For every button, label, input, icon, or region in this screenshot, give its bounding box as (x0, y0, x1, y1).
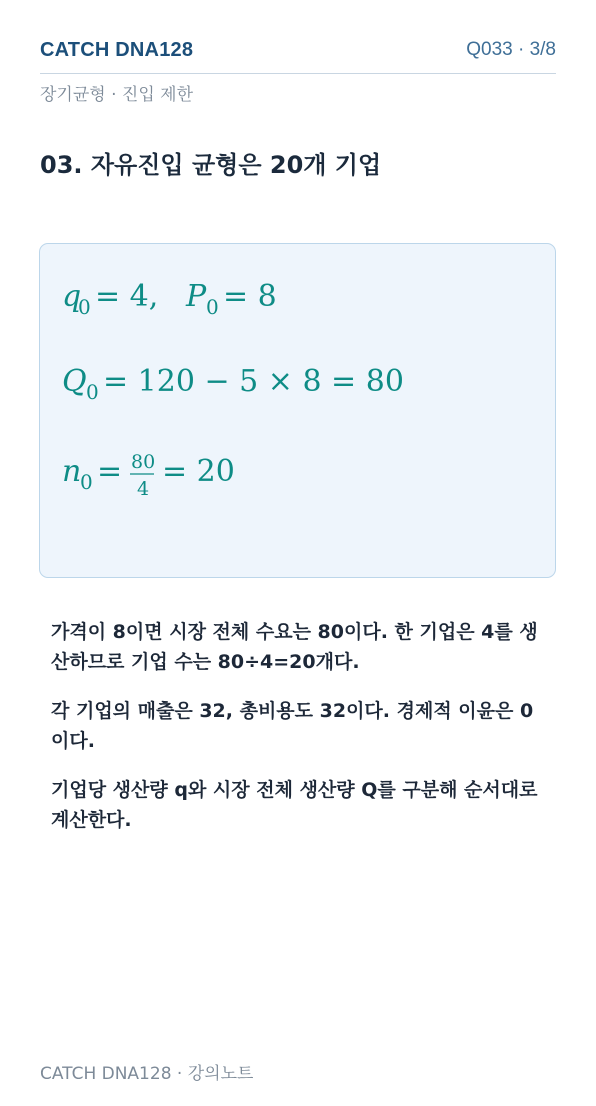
svg-text:n: n (62, 454, 82, 489)
page-title: 03. 자유진입 균형은 20개 기업 (40, 151, 382, 179)
svg-text:Q: Q (62, 364, 87, 399)
question-counter: Q033 · 3/8 (466, 39, 556, 60)
svg-text:0: 0 (86, 380, 99, 404)
header (40, 36, 556, 74)
brand-title: CATCH DNA128 (40, 39, 194, 61)
topic-subtitle: 장기균형 · 진입 제한 (40, 85, 193, 105)
svg-text:0: 0 (206, 295, 219, 319)
formula-line-3 (62, 451, 235, 500)
svg-text:= 4,: = 4, (95, 279, 159, 314)
svg-text:0: 0 (80, 470, 93, 494)
svg-text:0: 0 (78, 295, 91, 319)
formula-box (39, 243, 556, 578)
svg-text:4: 4 (137, 478, 150, 500)
footer: CATCH DNA128 · 강의노트 (40, 1064, 254, 1084)
svg-text:= 120 − 5 × 8 = 80: = 120 − 5 × 8 = 80 (103, 364, 404, 399)
svg-text:q: q (62, 279, 82, 314)
paragraph-demand: 가격이 8이면 시장 전체 수요는 80이다. 한 기업은 4를 생산하므로 기업 수는 80÷4=20개다. (51, 621, 538, 673)
paragraph-profit: 각 기업의 매출은 32, 총비용도 32이다. 경제적 이윤은 0이다. (51, 700, 534, 752)
formula-line-2 (62, 364, 404, 404)
svg-text:= 8: = 8 (223, 279, 277, 314)
paragraph-tip: 기업당 생산량 q와 시장 전체 생산량 Q를 구분해 순서대로 계산한다. (51, 779, 538, 831)
svg-text:= 20: = 20 (162, 454, 235, 489)
svg-text:80: 80 (131, 451, 156, 473)
formula-svg (40, 244, 557, 579)
svg-text:P: P (186, 279, 207, 314)
svg-text:=: = (97, 454, 123, 489)
formula-line-1 (62, 279, 277, 319)
